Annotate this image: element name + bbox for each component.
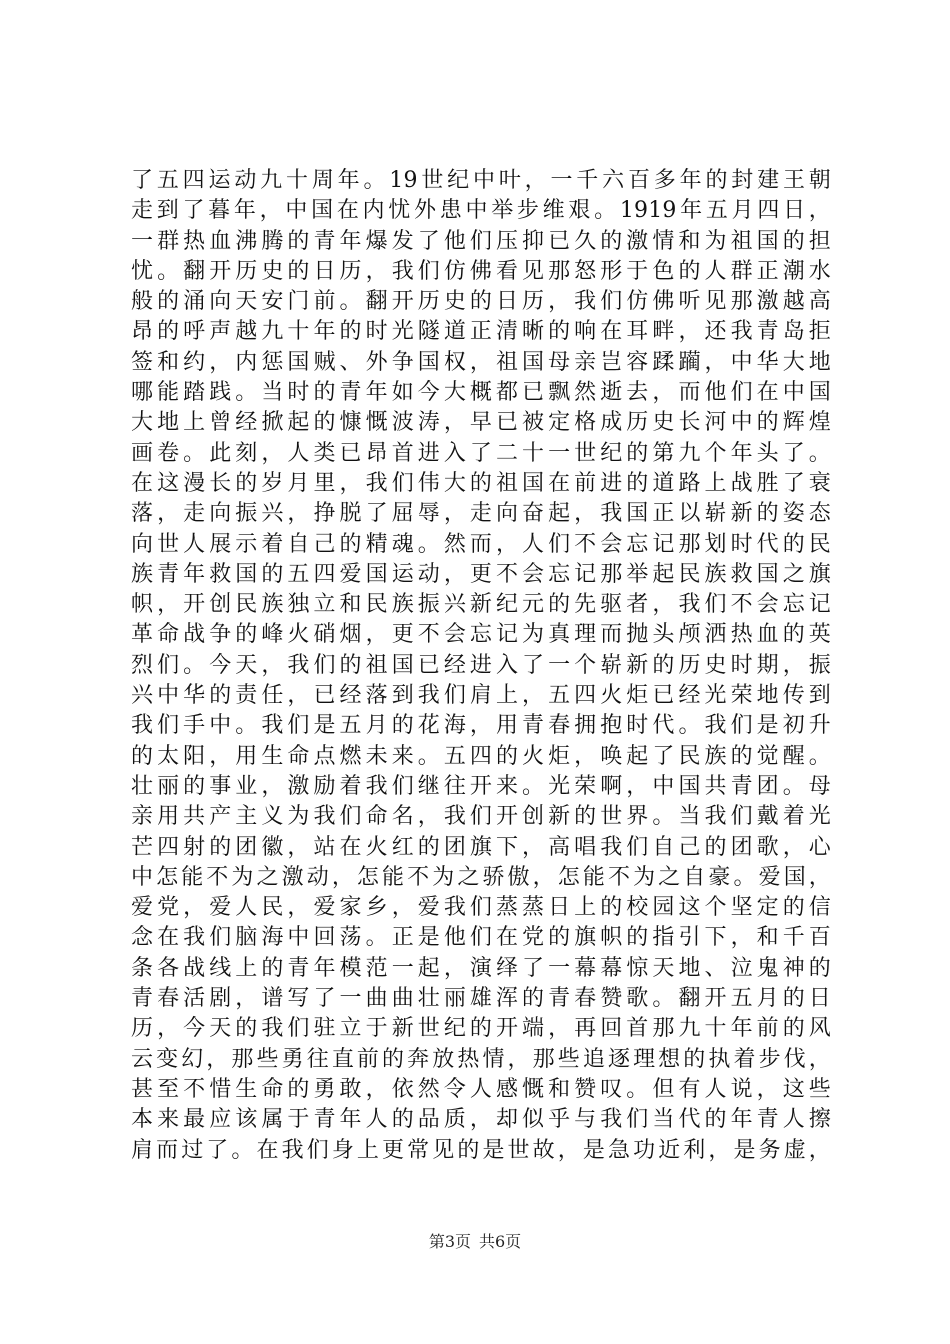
text-line: 的太阳，用生命点燃未来。五四的火炬，唤起了民族的觉醒。 [131, 743, 831, 769]
text-line: 革命战争的峰火硝烟，更不会忘记为真理而抛头颅洒热血的英 [131, 622, 831, 648]
text-line: 我们手中。我们是五月的花海，用青春拥抱时代。我们是初升 [131, 713, 831, 739]
text-line: 云变幻，那些勇往直前的奔放热情，那些追逐理想的执着步伐， [131, 1046, 831, 1072]
text-line: 走到了暮年，中国在内忧外患中举步维艰。1919年五月四日， [131, 198, 831, 224]
text-line: 哪能踏践。当时的青年如今大概都已飘然逝去，而他们在中国 [131, 380, 831, 406]
text-line: 签和约，内惩国贼、外争国权，祖国母亲岂容蹂躏，中华大地 [131, 349, 831, 375]
body-text [131, 166, 831, 1166]
text-line: 中怎能不为之激动，怎能不为之骄傲，怎能不为之自豪。爱国， [131, 864, 831, 890]
text-line: 壮丽的事业，激励着我们继往开来。光荣啊，中国共青团。母 [131, 773, 831, 799]
text-line: 爱党，爱人民，爱家乡，爱我们蒸蒸日上的校园这个坚定的信 [131, 895, 831, 921]
text-line: 昂的呼声越九十年的时光隧道正清晰的响在耳畔，还我青岛拒 [131, 319, 831, 345]
text-line: 帜，开创民族独立和民族振兴新纪元的先驱者，我们不会忘记 [131, 592, 831, 618]
text-line: 念在我们脑海中回荡。正是他们在党的旗帜的指引下，和千百 [131, 925, 831, 951]
text-line: 向世人展示着自己的精魂。然而，人们不会忘记那划时代的民 [131, 531, 831, 557]
text-line: 了五四运动九十周年。19世纪中叶，一千六百多年的封建王朝 [131, 168, 831, 193]
text-line: 落，走向振兴，挣脱了屈辱，走向奋起，我国正以崭新的姿态 [131, 501, 831, 527]
text-line: 亲用共产主义为我们命名，我们开创新的世界。当我们戴着光 [131, 804, 831, 830]
text-line: 芒四射的团徽，站在火红的团旗下，高唱我们自己的团歌，心 [131, 834, 831, 860]
text-line: 本来最应该属于青年人的品质，却似乎与我们当代的年青人擦 [131, 1107, 831, 1133]
page-footer [0, 1232, 950, 1252]
text-line: 般的涌向天安门前。翻开历史的日历，我们仿佛听见那激越高 [131, 289, 831, 315]
text-line: 族青年救国的五四爱国运动，更不会忘记那举起民族救国之旗 [131, 561, 831, 587]
text-line: 大地上曾经掀起的慷慨波涛，早已被定格成历史长河中的辉煌 [131, 410, 831, 436]
text-line: 画卷。此刻，人类已昂首进入了二十一世纪的第九个年头了。 [131, 440, 831, 466]
text-line: 忧。翻开历史的日历，我们仿佛看见那怒形于色的人群正潮水 [131, 258, 831, 284]
text-line: 烈们。今天，我们的祖国已经进入了一个崭新的历史时期，振 [131, 652, 831, 678]
text-line: 历，今天的我们驻立于新世纪的开端，再回首那九十年前的风 [131, 1016, 831, 1042]
page-total: 共6页 [479, 1232, 522, 1251]
text-line: 一群热血沸腾的青年爆发了他们压抑已久的激情和为祖国的担 [131, 228, 831, 254]
text-line: 兴中华的责任，已经落到我们肩上，五四火炬已经光荣地传到 [131, 683, 831, 709]
text-line: 青春活剧，谱写了一曲曲壮丽雄浑的青春赞歌。翻开五月的日 [131, 986, 831, 1012]
text-line: 在这漫长的岁月里，我们伟大的祖国在前进的道路上战胜了衰 [131, 470, 831, 496]
text-line: 条各战线上的青年模范一起，演绎了一幕幕惊天地、泣鬼神的 [131, 955, 831, 981]
page-number: 第3页 [428, 1232, 471, 1251]
text-line: 甚至不惜生命的勇敢，依然令人感慨和赞叹。但有人说，这些 [131, 1076, 831, 1102]
text-line: 肩而过了。在我们身上更常见的是世故，是急功近利，是务虚， [131, 1137, 831, 1163]
